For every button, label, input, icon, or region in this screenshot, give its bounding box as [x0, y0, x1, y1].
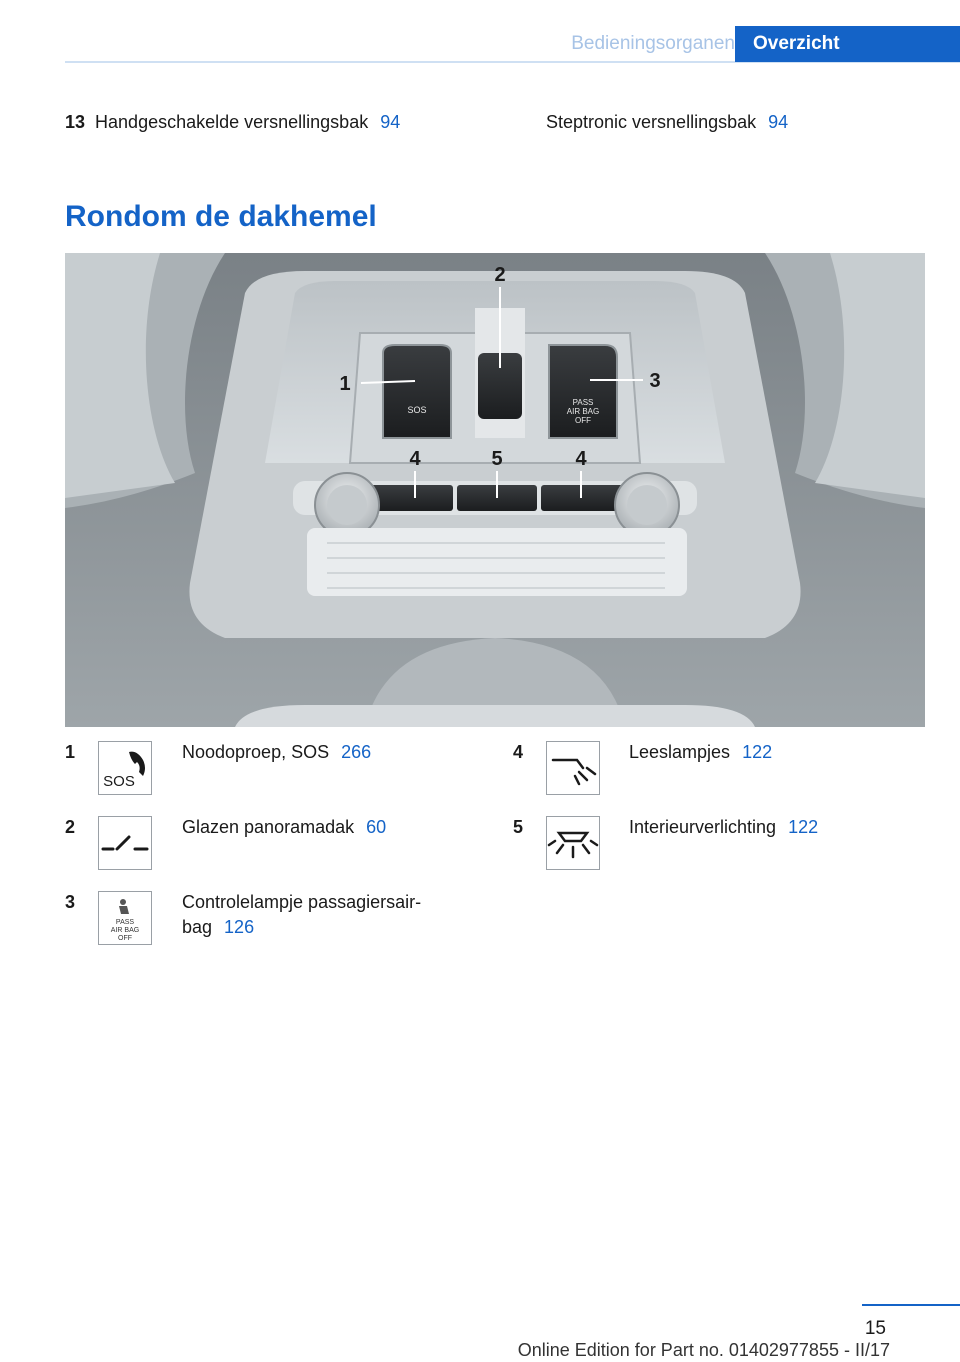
legend-text: Glazen panoramadak [182, 817, 355, 837]
legend-number-3: 3 [65, 892, 76, 912]
page-link[interactable]: 266 [341, 742, 372, 762]
section-heading: Rondom de dakhemel [65, 200, 377, 233]
legend-text-line2: bag [182, 917, 213, 937]
roof-console-photo [65, 253, 925, 727]
item-text: Steptronic versnellingsbak [546, 112, 757, 132]
pass-text: PASS [572, 398, 594, 407]
footer-rule [862, 1304, 960, 1306]
legend-number-2: 2 [65, 817, 76, 837]
legend-number-1: 1 [65, 742, 76, 762]
legend-text-line1: Controlelampje passagiersair- [182, 892, 422, 912]
sos-text: SOS [407, 405, 427, 415]
sos-icon-text: SOS [103, 773, 135, 790]
legend-item-3 [182, 890, 421, 940]
callout-2: 2 [494, 264, 506, 286]
legend-number-5: 5 [513, 817, 524, 837]
item-text: Handgeschakelde versnellingsbak [95, 112, 369, 132]
reading-light-icon [546, 741, 600, 795]
sos-call-icon [98, 741, 152, 795]
callout-4-right: 4 [575, 448, 587, 470]
page-link[interactable]: 122 [742, 742, 773, 762]
item-number: 13 [65, 112, 86, 132]
page-number: 15 [864, 1318, 886, 1339]
legend-item-1 [182, 740, 371, 765]
passenger-airbag-off-icon [98, 891, 152, 945]
footer-text: Online Edition for Part no. 01402977855 - II/17 [517, 1340, 890, 1360]
interior-light-icon [546, 816, 600, 870]
legend-item-2 [182, 815, 386, 840]
page-link[interactable]: 126 [224, 917, 255, 937]
legend-item-5 [629, 815, 818, 840]
legend-text: Interieurverlichting [629, 817, 777, 837]
page-link[interactable]: 94 [380, 112, 401, 132]
legend-item-4 [629, 740, 772, 765]
legend-text: Leeslampjes [629, 742, 731, 762]
callout-4-left: 4 [409, 448, 421, 470]
callout-3: 3 [649, 370, 661, 392]
roof-console-illustration [65, 253, 925, 727]
top-row-right [546, 112, 788, 133]
callout-5: 5 [491, 448, 503, 470]
legend-text: Noodoproep, SOS [182, 742, 330, 762]
page-link[interactable]: 94 [768, 112, 789, 132]
top-row-left [65, 112, 400, 133]
callout-1: 1 [339, 373, 351, 395]
icon-text-airbag: AIR BAG [110, 927, 140, 934]
off-text: OFF [575, 416, 591, 425]
legend-number-4: 4 [513, 742, 524, 762]
page-link[interactable]: 60 [366, 817, 387, 837]
icon-text-off: OFF [118, 935, 132, 942]
panorama-roof-icon [98, 816, 152, 870]
airbag-text: AIR BAG [566, 407, 600, 416]
header-section[interactable]: Bedieningsorganen [571, 33, 735, 54]
page-link[interactable]: 122 [788, 817, 819, 837]
icon-text-pass: PASS [115, 919, 135, 926]
header-tab-overzicht[interactable]: Overzicht [735, 26, 960, 62]
